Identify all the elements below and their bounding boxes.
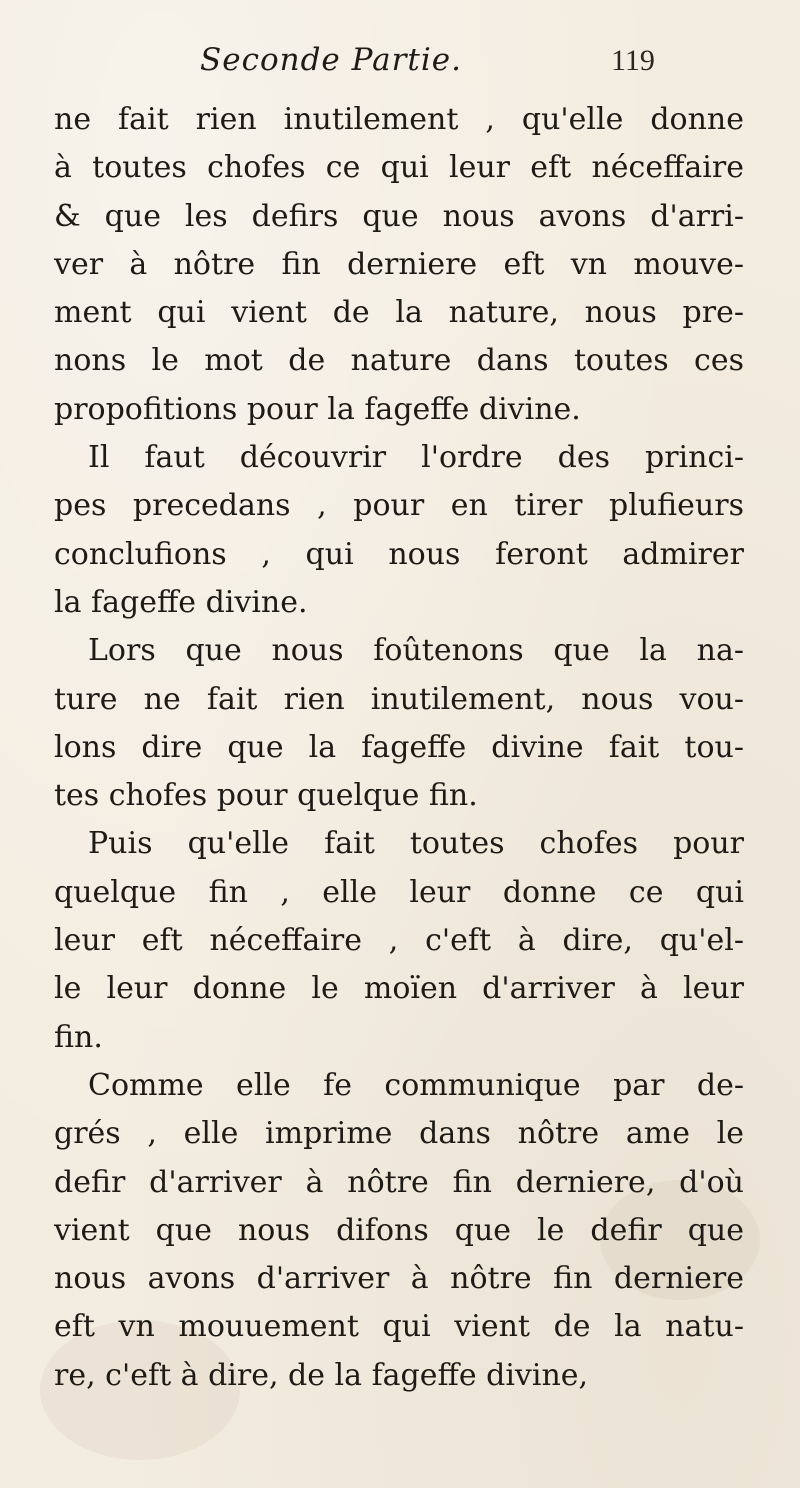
- body-text: [54, 96, 744, 1400]
- text-line: Comme elle fe communique par de-: [88, 1067, 744, 1103]
- text-line: nons le mot de nature dans toutes ces: [54, 343, 744, 379]
- text-line: vient que nous difons que le defir que: [54, 1212, 744, 1248]
- text-line: Il faut découvrir l'ordre des princi-: [88, 440, 744, 476]
- text-line: leur eft néceffaire , c'eft à dire, qu'el-: [54, 923, 744, 959]
- text-line: Puis qu'elle fait toutes chofes pour: [88, 826, 744, 862]
- text-line: re, c'eft à dire, de la fageffe divine,: [54, 1357, 589, 1393]
- text-line: conclufions , qui nous feront admirer: [54, 536, 744, 572]
- text-line: tes chofes pour quelque fin.: [54, 778, 478, 814]
- running-title: Seconde Partie.: [200, 42, 462, 78]
- text-line: grés , elle imprime dans nôtre ame le: [54, 1116, 744, 1152]
- text-line: Lors que nous foûtenons que la na-: [88, 633, 744, 669]
- text-line: le leur donne le moïen d'arriver à leur: [54, 971, 744, 1007]
- text-line: ment qui vient de la nature, nous pre-: [54, 295, 744, 331]
- text-line: ture ne fait rien inutilement, nous vou-: [54, 681, 744, 717]
- running-head: [0, 38, 800, 88]
- text-line: eft vn mouuement qui vient de la natu-: [54, 1309, 744, 1345]
- text-line: lons dire que la fageffe divine fait tou-: [54, 729, 744, 765]
- text-line: nous avons d'arriver à nôtre fin derniere: [54, 1261, 744, 1297]
- text-line: la fageffe divine.: [54, 584, 308, 620]
- page-number: 119: [611, 44, 655, 77]
- text-line: pes precedans , pour en tirer plufieurs: [54, 488, 744, 524]
- text-line: fin.: [54, 1019, 103, 1055]
- text-line: à toutes chofes ce qui leur eft néceffaire: [54, 150, 744, 186]
- text-line: defir d'arriver à nôtre fin derniere, d'où: [54, 1164, 744, 1200]
- text-line: ver à nôtre fin derniere eft vn mouve-: [54, 246, 744, 282]
- text-line: propofitions pour la fageffe divine.: [54, 391, 581, 427]
- text-line: & que les defirs que nous avons d'arri-: [54, 198, 744, 234]
- text-line: quelque fin , elle leur donne ce qui: [54, 874, 744, 910]
- text-line: ne fait rien inutilement , qu'elle donne: [54, 102, 744, 137]
